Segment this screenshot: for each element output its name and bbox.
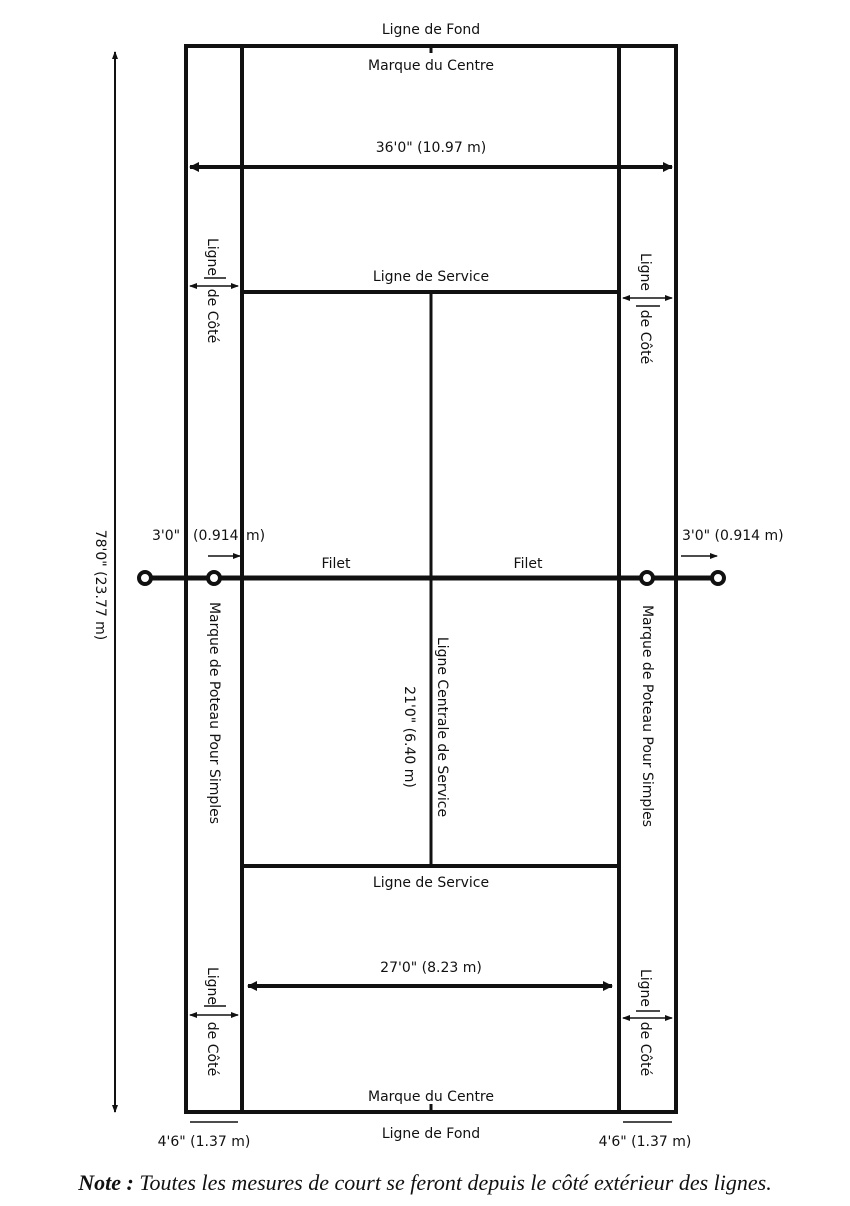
post-offset-left-m-label: (0.914 [193, 528, 239, 544]
post-offset-right-label: 3'0" (0.914 m) [682, 528, 784, 544]
net-left-label: Filet [321, 556, 351, 572]
service-line-top-label: Ligne de Service [372, 269, 490, 285]
width-doubles-label: 36'0" (10.97 m) [375, 140, 487, 156]
note-text: Toutes les mesures de court se feront depuis le côté extérieur des lignes. [133, 1170, 772, 1195]
center-service-line-label: Ligne Centrale de Service [434, 636, 450, 818]
baseline-bottom-label: Ligne de Fond [381, 1126, 481, 1142]
alley-right-label: 4'6" (1.37 m) [598, 1134, 692, 1150]
center-mark-bottom-label: Marque du Centre [367, 1089, 495, 1105]
width-singles-label: 27'0" (8.23 m) [380, 960, 482, 976]
sideline-right-top-label-2: de Côté [637, 309, 653, 365]
sideline-left-top-label-2: de Côté [204, 288, 220, 344]
singles-post-right-label: Marque de Poteau Pour Simples [639, 604, 655, 828]
baseline-top-label: Ligne de Fond [381, 22, 481, 38]
service-line-bottom-label: Ligne de Service [372, 875, 490, 891]
post-offset-left-unit-label: m) [246, 528, 266, 544]
service-box-length-label: 21'0" (6.40 m) [401, 686, 417, 788]
net-post-left [139, 572, 151, 584]
center-mark-top-label: Marque du Centre [367, 58, 495, 74]
sideline-left-bottom-label-2: de Côté [204, 1021, 220, 1077]
sideline-right-top-label-1: Ligne [637, 252, 653, 292]
measurement-note [0, 1170, 850, 1196]
sideline-left-top-label-1: Ligne [204, 237, 220, 277]
total-length-label: 78'0" (23.77 m) [92, 529, 108, 641]
post-offset-left-ft-label: 3'0" [152, 528, 181, 544]
singles-post-left [208, 572, 220, 584]
alley-left-label: 4'6" (1.37 m) [157, 1134, 251, 1150]
net-right-label: Filet [513, 556, 543, 572]
sideline-right-bottom-label-2: de Côté [637, 1021, 653, 1077]
singles-post-left-label: Marque de Poteau Pour Simples [206, 601, 222, 825]
net-post-right [712, 572, 724, 584]
singles-post-right [641, 572, 653, 584]
sideline-right-bottom-label-1: Ligne [637, 968, 653, 1008]
note-prefix: Note : [78, 1170, 134, 1195]
sideline-left-bottom-label-1: Ligne [204, 966, 220, 1006]
